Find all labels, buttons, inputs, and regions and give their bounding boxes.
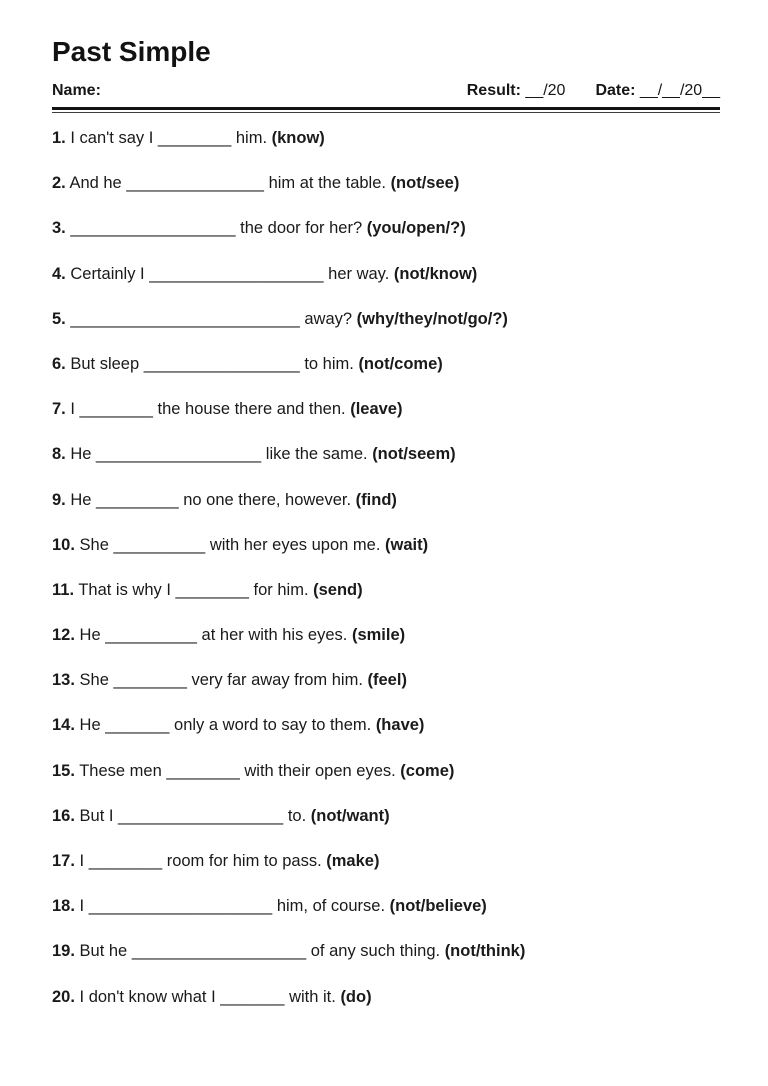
exercise-number: 5. <box>52 309 66 328</box>
exercise-number: 15. <box>52 761 75 780</box>
exercise-number: 19. <box>52 942 75 961</box>
exercise-blank: __________________ <box>118 806 284 825</box>
exercise-hint: (find) <box>355 490 397 509</box>
exercise-text-after: away? <box>299 309 357 328</box>
exercise-hint: (come) <box>400 761 455 780</box>
exercise-text-before: He <box>74 716 106 735</box>
exercise-text-before: And he <box>65 174 127 193</box>
exercise-hint: (feel) <box>367 671 407 690</box>
exercise-text-before: He <box>65 445 97 464</box>
exercise-text-after: him at the table. <box>263 174 391 193</box>
exercise-number: 2. <box>52 174 66 193</box>
exercise-blank: ____________________ <box>88 897 273 916</box>
exercise-blank: _________________ <box>143 354 300 373</box>
header-rule <box>52 107 720 113</box>
exercise-hint: (not/want) <box>310 806 390 825</box>
exercise-blank: __________________ <box>96 445 262 464</box>
exercise-text-after: like the same. <box>261 445 373 464</box>
exercise-row <box>52 534 720 579</box>
exercise-hint: (you/open/?) <box>366 219 466 238</box>
exercise-hint: (have) <box>375 716 425 735</box>
exercise-blank: _______ <box>220 987 285 1006</box>
exercise-row <box>52 127 720 172</box>
date-field <box>595 82 720 100</box>
exercise-row <box>52 398 720 443</box>
exercise-row <box>52 624 720 669</box>
exercise-row <box>52 714 720 759</box>
exercise-text-before: He <box>65 490 97 509</box>
exercise-row <box>52 669 720 714</box>
exercise-text-after: him, of course. <box>272 897 390 916</box>
exercise-text-after: for him. <box>248 580 314 599</box>
exercise-blank: ________ <box>166 761 240 780</box>
exercise-row <box>52 579 720 624</box>
exercise-hint: (wait) <box>385 535 429 554</box>
exercise-hint: (not/seem) <box>372 445 456 464</box>
exercise-text-before: I <box>74 852 89 870</box>
exercise-text-after: the door for her? <box>235 219 367 238</box>
result-field <box>467 82 566 100</box>
exercise-number: 3. <box>52 219 66 238</box>
name-label: Name: <box>52 82 101 99</box>
exercise-blank: ________ <box>175 580 249 599</box>
exercise-blank: ___________________ <box>131 942 307 961</box>
exercise-text-after: her way. <box>323 264 394 283</box>
exercise-row <box>52 263 720 308</box>
exercise-row <box>52 760 720 805</box>
exercise-text-after: at her with his eyes. <box>196 626 352 645</box>
exercise-number: 10. <box>52 535 75 554</box>
exercise-hint: (not/come) <box>358 354 443 373</box>
exercise-row <box>52 850 720 895</box>
exercise-number: 20. <box>52 987 75 1006</box>
result-label: Result: <box>466 82 521 99</box>
exercise-hint: (not/believe) <box>389 897 487 916</box>
exercise-text-before: I <box>65 400 80 419</box>
exercise-number: 14. <box>52 716 75 735</box>
exercise-text-before: Certainly I <box>65 264 150 283</box>
exercise-hint: (smile) <box>351 626 406 645</box>
exercise-row <box>52 353 720 398</box>
exercise-hint: (leave) <box>350 400 403 419</box>
exercise-text-after: with it. <box>284 987 341 1006</box>
exercise-hint: (not/know) <box>393 264 478 283</box>
exercise-blank: _________________________ <box>70 309 300 328</box>
exercise-list <box>52 127 720 1031</box>
exercise-text-before: I can't say I <box>65 129 158 147</box>
exercise-blank: ________ <box>88 852 163 870</box>
exercise-text-before: But I <box>74 806 119 825</box>
exercise-number: 8. <box>52 445 66 464</box>
exercise-blank: __________ <box>113 535 206 554</box>
exercise-blank: ________ <box>79 400 153 419</box>
exercise-text-after: with her eyes upon me. <box>205 535 385 554</box>
exercise-row <box>52 308 720 353</box>
exercise-row <box>52 895 720 940</box>
exercise-number: 18. <box>52 897 75 916</box>
exercise-number: 16. <box>52 806 75 825</box>
exercise-text-before: But he <box>74 942 132 961</box>
exercise-hint: (not/think) <box>444 942 526 961</box>
exercise-blank: ________ <box>113 671 187 690</box>
exercise-blank: ________ <box>157 129 232 147</box>
page-title: Past Simple <box>52 36 211 67</box>
exercise-text-before: He <box>74 626 106 645</box>
exercise-number: 9. <box>52 490 66 509</box>
exercise-row <box>52 489 720 534</box>
exercise-hint: (why/they/not/go/?) <box>356 309 508 328</box>
date-label: Date: <box>595 82 636 99</box>
meta-right-group <box>467 82 720 100</box>
exercise-number: 6. <box>52 354 66 373</box>
exercise-hint: (not/see) <box>390 174 460 193</box>
exercise-number: 13. <box>52 671 75 690</box>
exercise-blank: _______ <box>105 716 170 735</box>
date-value: __/__/20__ <box>635 82 720 99</box>
exercise-number: 1. <box>52 129 66 147</box>
exercise-blank: _________ <box>96 490 179 509</box>
exercise-text-after: no one there, however. <box>178 490 356 509</box>
exercise-number: 11. <box>52 580 75 599</box>
exercise-row <box>52 217 720 262</box>
exercise-text-after: to. <box>283 806 311 825</box>
exercise-hint: (do) <box>340 987 372 1006</box>
exercise-text-after: him. <box>231 129 272 147</box>
exercise-hint: (know) <box>271 129 325 147</box>
exercise-number: 7. <box>52 400 66 419</box>
exercise-text-before: But sleep <box>65 354 144 373</box>
exercise-text-before: I don't know what I <box>74 987 221 1006</box>
exercise-text-after: only a word to say to them. <box>169 716 376 735</box>
exercise-text-before: She <box>74 671 114 690</box>
exercise-text-before: That is why I <box>74 580 176 599</box>
exercise-row <box>52 986 720 1031</box>
exercise-hint: (send) <box>313 580 363 599</box>
exercise-blank: __________________ <box>70 219 236 238</box>
exercise-number: 17. <box>52 852 75 870</box>
exercise-text-after: with their open eyes. <box>239 761 401 780</box>
exercise-text-after: of any such thing. <box>306 942 445 961</box>
exercise-row <box>52 940 720 985</box>
result-value: __/20 <box>520 82 566 99</box>
meta-row <box>52 82 720 100</box>
exercise-number: 12. <box>52 626 75 645</box>
exercise-text-before: These men <box>74 761 167 780</box>
exercise-text-after: room for him to pass. <box>162 852 327 870</box>
exercise-number: 4. <box>52 264 66 283</box>
exercise-row <box>52 172 720 217</box>
exercise-text-after: to him. <box>299 354 359 373</box>
exercise-blank: ___________________ <box>149 264 324 283</box>
exercise-text-after: the house there and then. <box>152 400 351 419</box>
exercise-text-after: very far away from him. <box>186 671 368 690</box>
exercise-hint: (make) <box>326 852 380 870</box>
exercise-blank: _______________ <box>126 174 264 193</box>
exercise-blank: __________ <box>105 626 197 645</box>
exercise-row <box>52 443 720 488</box>
exercise-row <box>52 805 720 850</box>
exercise-text-before: I <box>74 897 89 916</box>
exercise-text-before: She <box>74 535 114 554</box>
